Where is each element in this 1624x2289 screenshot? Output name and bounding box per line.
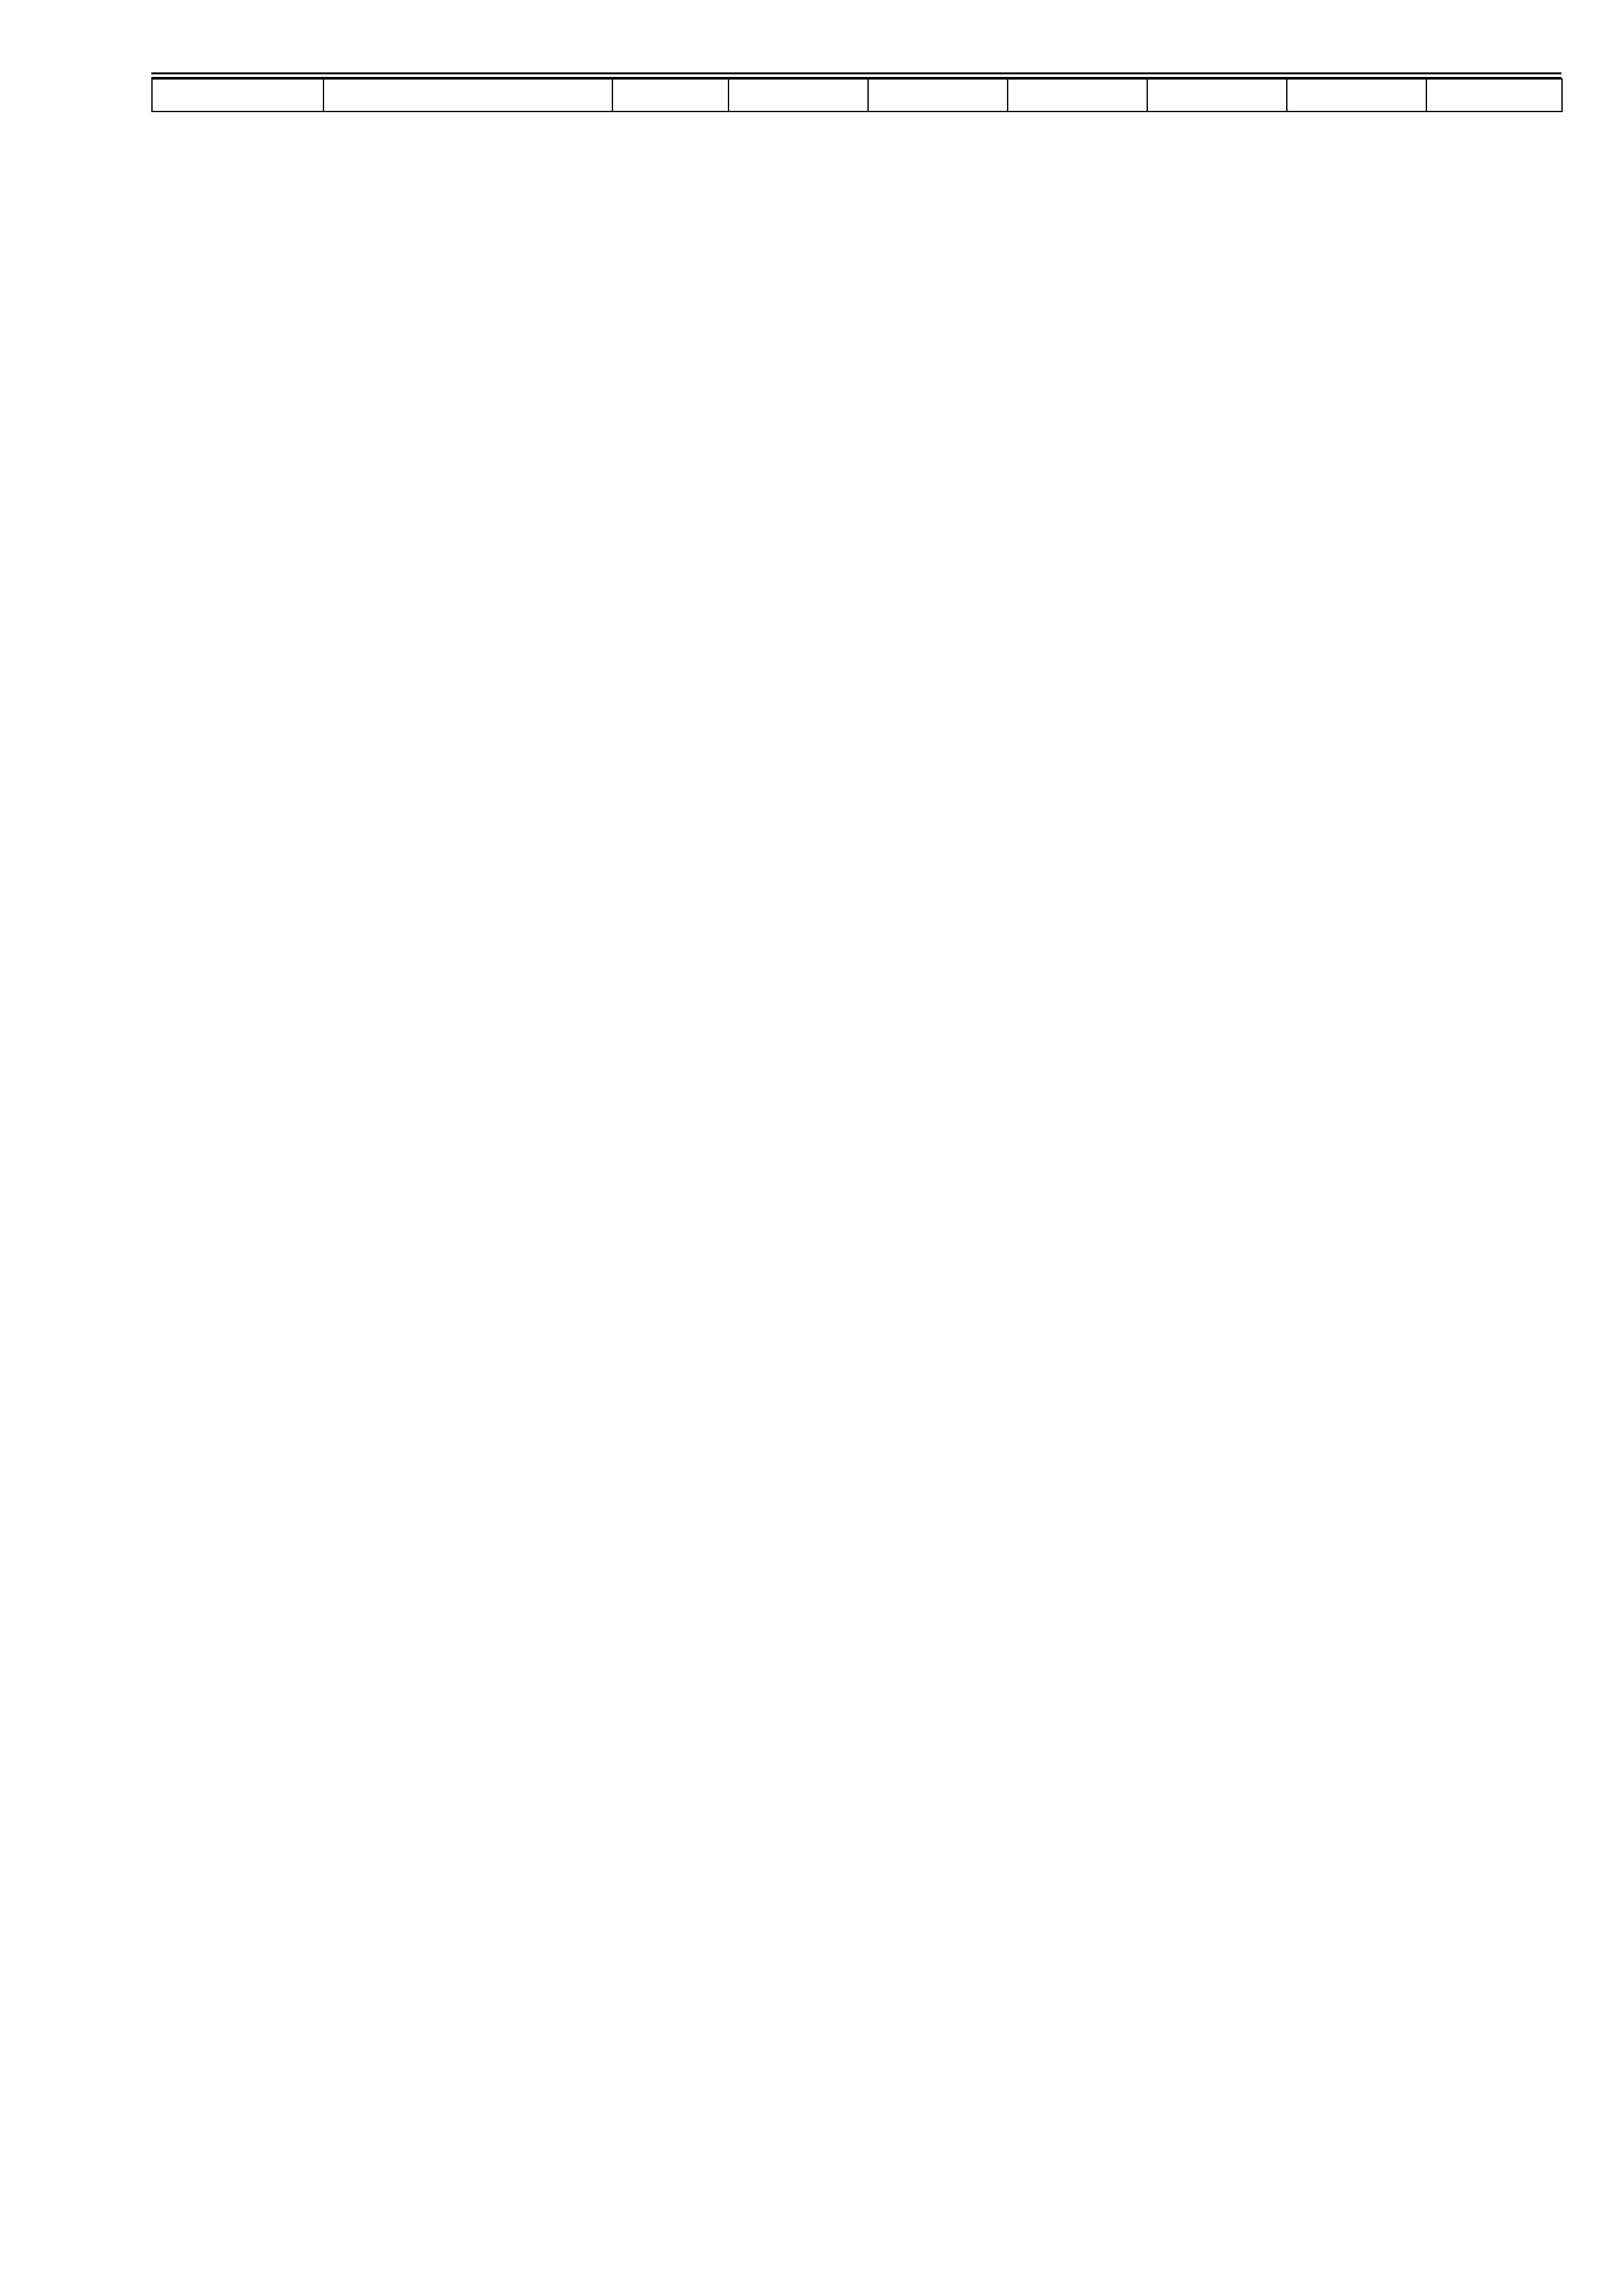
column-number: [1426, 79, 1562, 112]
column-number: [152, 79, 323, 112]
column-number: [729, 79, 868, 112]
column-number: [1147, 79, 1287, 112]
column-number: [323, 79, 612, 112]
column-number: [1287, 79, 1426, 112]
rates-table: [151, 78, 1563, 112]
header-rule-top: [151, 72, 1561, 74]
column-number: [868, 79, 1008, 112]
column-number: [612, 79, 729, 112]
column-number: [1008, 79, 1147, 112]
column-numbers-row: [152, 79, 1562, 112]
